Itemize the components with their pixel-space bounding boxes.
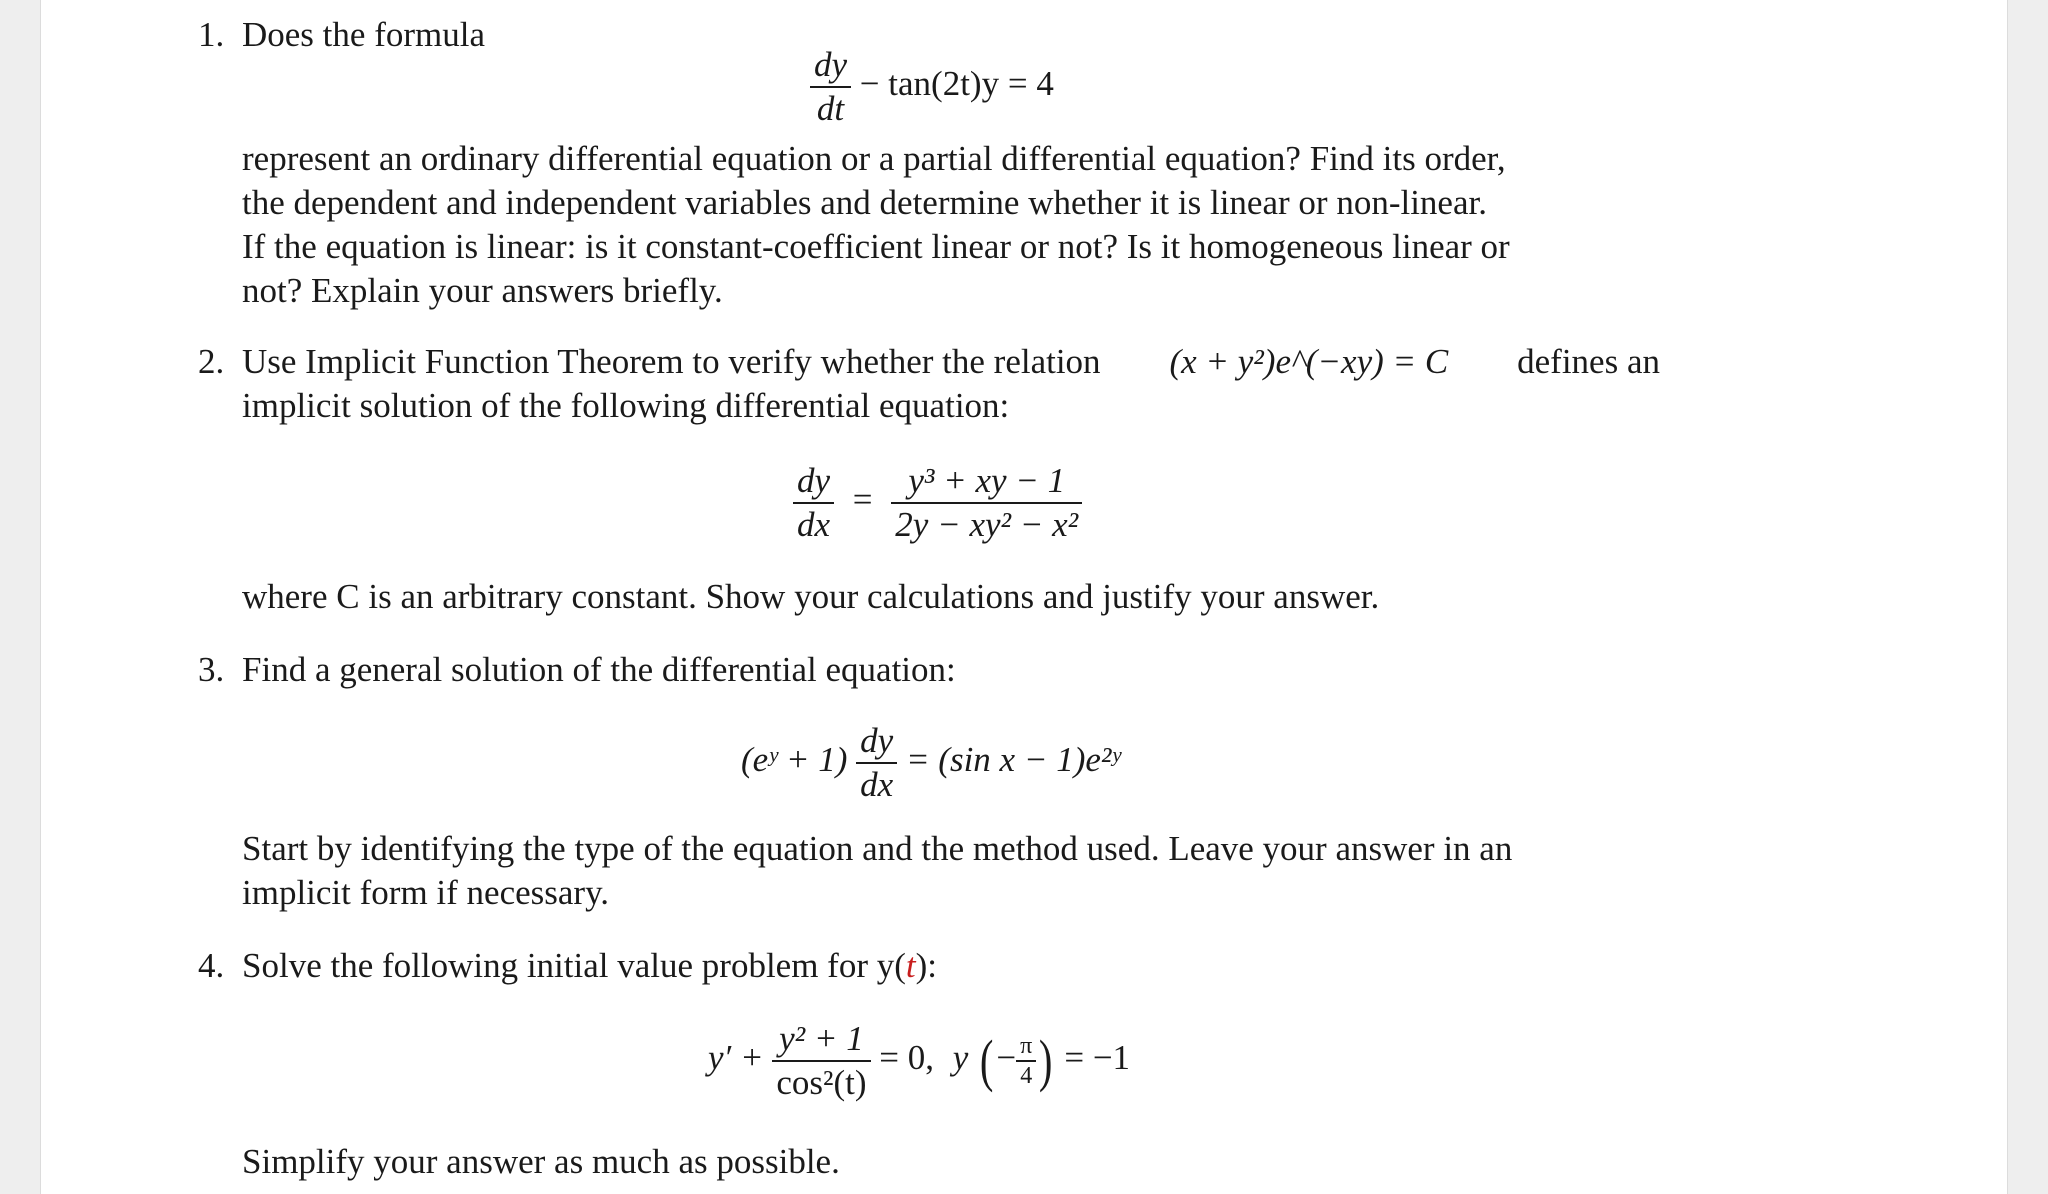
problem-1-line-1: represent an ordinary differential equation or a partial differential equation? Find its order, [242, 139, 1506, 178]
fraction-denominator: 4 [1016, 1060, 1036, 1090]
left-paren: ( [979, 1028, 994, 1093]
problem-4-number: 4. [198, 946, 225, 985]
problem-2-line-2: implicit solution of the following differential equation: [242, 386, 1010, 425]
fraction-denominator: dt [810, 86, 851, 130]
equals-sign: = [852, 480, 873, 520]
problem-4-intro-start: Solve the following initial value problem for y( [242, 946, 906, 985]
problem-4-variable: t [905, 946, 916, 985]
problem-4-right: = −1 [1064, 1038, 1131, 1078]
problem-1-equation [810, 44, 1054, 130]
fraction-numerator: dy [797, 461, 831, 500]
problem-2-line-1-start: Use Implicit Function Theorem to verify whether the relation [242, 342, 1101, 381]
problem-1-derivative [810, 44, 851, 130]
problem-3-derivative [856, 720, 897, 806]
problem-1-number: 1. [198, 15, 225, 54]
fraction-numerator: dy [814, 45, 848, 84]
fraction-denominator: dx [856, 762, 897, 806]
problem-4-argument [1016, 1032, 1036, 1090]
fraction-denominator: dx [793, 502, 834, 546]
problem-4-function: y [952, 1038, 969, 1078]
problem-4-intro [242, 944, 937, 988]
problem-3-intro: Find a general solution of the differential equation: [242, 650, 956, 689]
problem-1-intro: Does the formula [242, 15, 485, 54]
problem-2-line-1-end: defines an [1517, 342, 1660, 381]
problem-3-line-2: implicit form if necessary. [242, 873, 610, 912]
problem-3-equation [741, 720, 1120, 806]
problem-2-number: 2. [198, 342, 225, 381]
fraction-denominator: cos²(t) [772, 1060, 870, 1104]
problem-4-intro-end: ): [915, 946, 938, 985]
problem-3-right: = (sin x − 1)e²ʸ [905, 740, 1121, 780]
problem-2-after: where C is an arbitrary constant. Show your calculations and justify your answer. [242, 577, 1380, 616]
problem-2-line-1 [242, 340, 1660, 384]
minus-sign: − [996, 1038, 1017, 1078]
problem-4-equation [708, 1018, 1130, 1104]
problem-2-equation [793, 460, 1082, 546]
fraction-denominator: 2y − xy² − x² [891, 502, 1082, 546]
problem-4-left: y′ + [708, 1038, 764, 1078]
document-page [40, 0, 2008, 1194]
problem-3-left: (eʸ + 1) [741, 740, 848, 780]
right-paren: ) [1039, 1028, 1053, 1093]
problem-1-line-2: the dependent and independent variables and determine whether it is linear or non-linear. [242, 183, 1487, 222]
fraction-numerator: π [1020, 1033, 1033, 1059]
problem-2-derivative [793, 460, 834, 546]
problem-1-equation-rest: − tan(2t)y = 4 [859, 64, 1054, 104]
problem-3-line-1: Start by identifying the type of the equation and the method used. Leave your answer in an [242, 829, 1513, 868]
fraction-numerator: dy [860, 721, 894, 760]
problem-1-line-4: not? Explain your answers briefly. [242, 271, 723, 310]
problem-1-line-3: If the equation is linear: is it constant-coefficient linear or not? Is it homogeneous linear or [242, 227, 1510, 266]
fraction-numerator: y³ + xy − 1 [908, 461, 1066, 500]
fraction-numerator: y² + 1 [779, 1019, 864, 1058]
problem-4-mid: = 0, [879, 1038, 934, 1078]
problem-2-relation: (x + y²)e^(−xy) = C [1169, 342, 1449, 381]
problem-3-number: 3. [198, 650, 225, 689]
problem-4-fraction [772, 1018, 870, 1104]
problem-2-rhs-fraction [891, 460, 1082, 546]
problem-4-after: Simplify your answer as much as possible. [242, 1142, 840, 1181]
